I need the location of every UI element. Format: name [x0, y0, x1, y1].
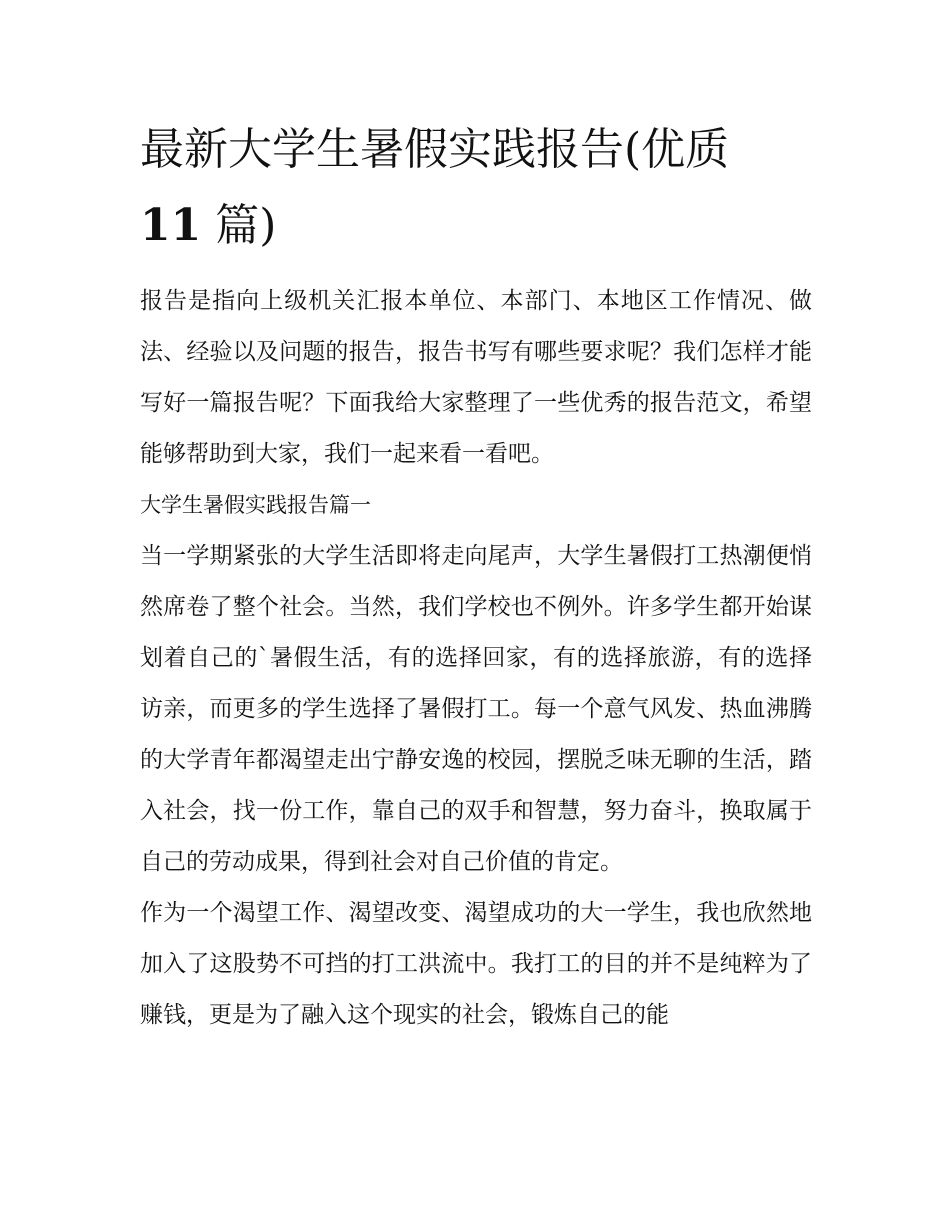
document-body	[140, 112, 812, 1041]
document-title	[140, 112, 812, 264]
title-count: 11	[140, 200, 202, 251]
title-main-text: 最新大学生暑假实践报告(优质	[140, 124, 730, 175]
body-paragraph-1: 当一学期紧张的大学生活即将走向尾声，大学生暑假打工热潮便悄然席卷了整个社会。当然，我们学校也不例外。许多学生都开始谋划着自己的`暑假生活，有的选择回家，有的选择旅游，有的选择访亲，而更多的学生选择了暑假打工。每一个意气风发、热血沸腾的大学青年都渴望走出宁静安逸的校园，摆脱乏味无聊的生活，踏入社会，找一份工作，靠自己的双手和智慧，努力奋斗，换取属于自己的劳动成果，得到社会对自己价值的肯定。	[140, 543, 812, 875]
body-paragraph-2: 作为一个渴望工作、渴望改变、渴望成功的大一学生，我也欣然地加入了这股势不可挡的打工洪流中。我打工的目的并不是纯粹为了赚钱，更是为了融入这个现实的社会，锻炼自己的能	[140, 900, 812, 1028]
title-tail-text: 篇)	[201, 200, 277, 251]
section-heading: 大学生暑假实践报告篇一	[140, 493, 371, 517]
intro-paragraph: 报告是指向上级机关汇报本单位、本部门、本地区工作情况、做法、经验以及问题的报告，报告书写有哪些要求呢？我们怎样才能写好一篇报告呢？下面我给大家整理了一些优秀的报告范文，希望能够帮助到大家，我们一起来看一看吧。	[140, 288, 812, 467]
